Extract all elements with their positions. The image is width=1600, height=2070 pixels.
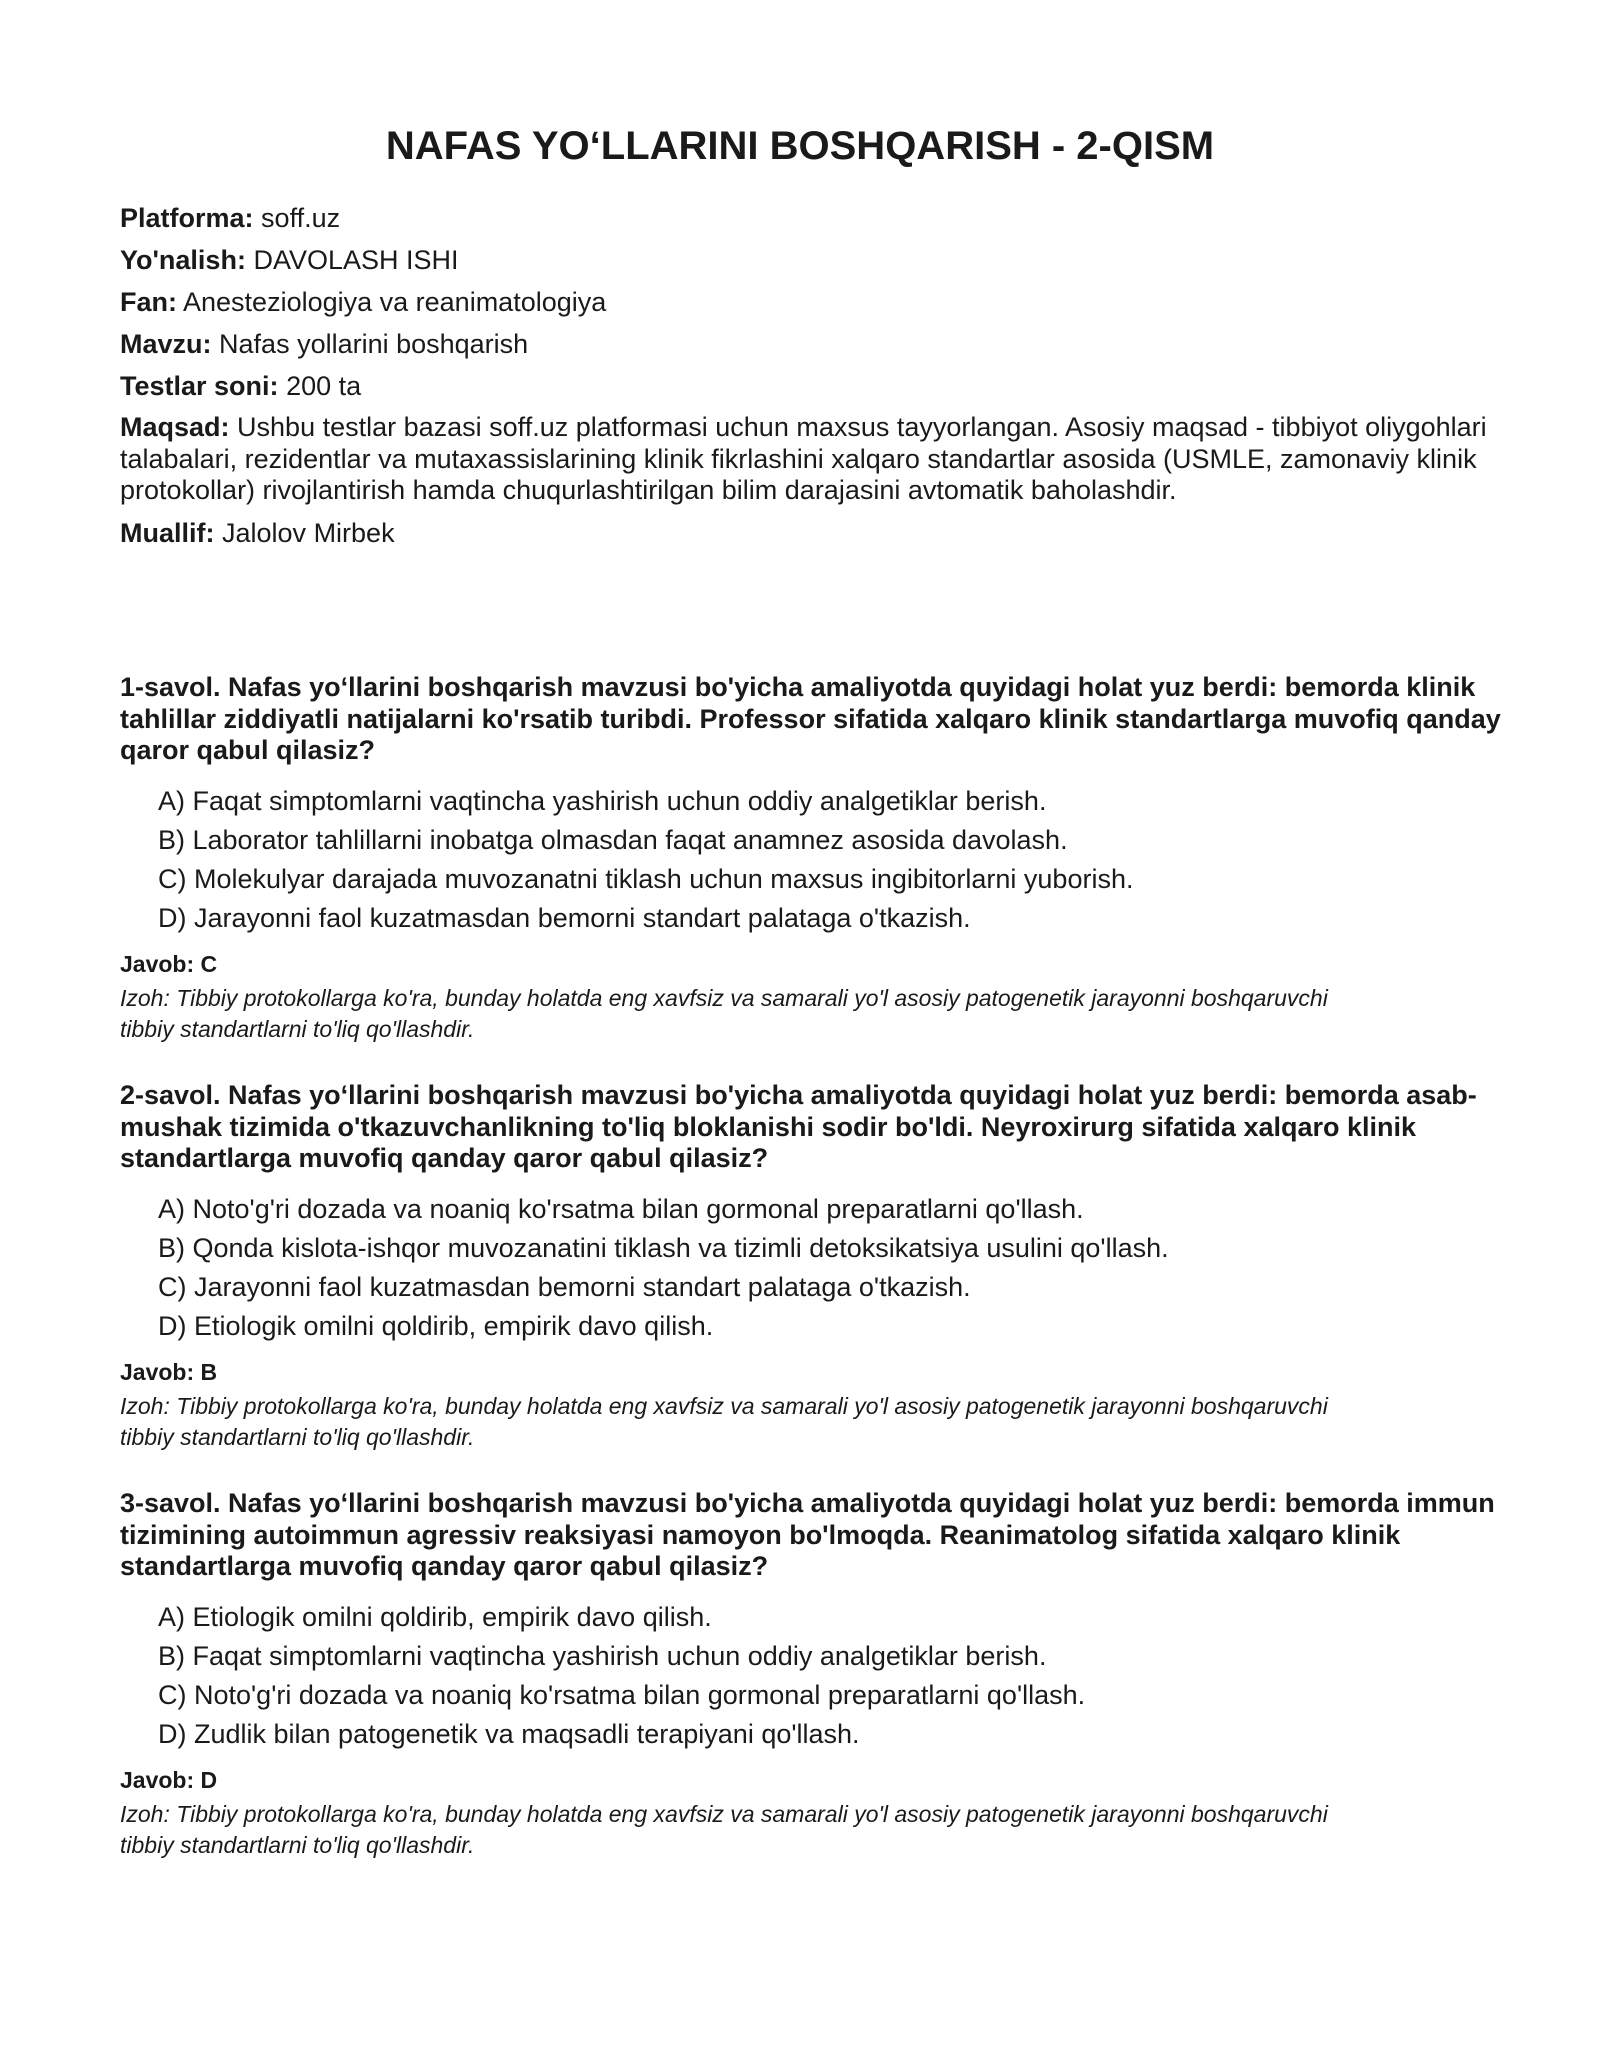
platform-line [120,202,1490,234]
tests-count-line [120,370,1490,402]
question-block [120,1080,1520,1488]
topic-label: Mavzu: [120,329,212,359]
goal-value: Ushbu testlar bazasi soff.uz platformasi uchun maxsus tayyorlangan. Asosiy maqsad - tibbiyot oliygohlari talabalari, rezidentlar va mutaxassislarining klinik fikrlashini xalqaro standartlar asosida (USMLE, zamonaviy klinik protokollar) rivojlantirish hamda chuqurlashtirilgan bilim darajasini avtomatik baholashdir. [120,412,1487,505]
option-b: B) Laborator tahlillarni inobatga olmasdan faqat anamnez asosida davolash. [158,824,1068,855]
explanation-note: Izoh: Tibbiy protokollarga ko'ra, bunday holatda eng xavfsiz va samarali yo'l asosiy patogenetik jarayonni boshqaruvchi tibbiy standartlarni to'liq qo'llashdir. [120,1800,1328,1858]
tests-count-label: Testlar soni: [120,371,279,401]
goal-label: Maqsad: [120,412,230,442]
author-line [120,517,1490,549]
direction-label: Yo'nalish: [120,245,246,275]
option-a: A) Etiologik omilni qoldirib, empirik davo qilish. [158,1601,712,1632]
direction-line [120,244,1490,276]
option-a: A) Faqat simptomlarni vaqtincha yashirish uchun oddiy analgetiklar berish. [158,785,1047,816]
answer-key: Javob: D [120,1766,218,1793]
question-block [120,1488,1520,1896]
document-title: NAFAS YO‘LLARINI BOSHQARISH - 2-QISM [385,124,1215,168]
option-b: B) Faqat simptomlarni vaqtincha yashirish uchun oddiy analgetiklar berish. [158,1640,1047,1671]
answer-options [120,1190,1520,1346]
question-text: 2-savol. Nafas yo‘llarini boshqarish mavzusi bo'yicha amaliyotda quyidagi holat yuz berdi: bemorda asab-mushak tizimida o'tkazuvchanlikning to'liq bloklanishi sodir bo'ldi. Neyroxirurg sifatida xalqaro klinik standartlarga muvofiq qanday qaror qabul qilasiz? [120,1080,1477,1173]
option-c: C) Noto'g'ri dozada va noaniq ko'rsatma bilan gormonal preparatlarni qo'llash. [158,1679,1086,1710]
option-d: D) Zudlik bilan patogenetik va maqsadli terapiyani qo'llash. [158,1718,860,1749]
answer-key: Javob: B [120,1358,218,1385]
goal-line [120,412,1490,507]
topic-line [120,328,1490,360]
subject-line [120,286,1490,318]
explanation-note: Izoh: Tibbiy protokollarga ko'ra, bunday holatda eng xavfsiz va samarali yo'l asosiy patogenetik jarayonni boshqaruvchi tibbiy standartlarni to'liq qo'llashdir. [120,1392,1328,1450]
option-d: D) Jarayonni faol kuzatmasdan bemorni standart palataga o'tkazish. [158,902,971,933]
direction-value: DAVOLASH ISHI [253,245,459,275]
answer-options [120,782,1520,938]
platform-value: soff.uz [261,203,341,233]
option-b: B) Qonda kislota-ishqor muvozanatini tiklash va tizimli detoksikatsiya usulini qo'llash. [158,1232,1169,1263]
author-label: Muallif: [120,517,215,548]
option-c: C) Molekulyar darajada muvozanatni tiklash uchun maxsus ingibitorlarni yuborish. [158,863,1134,894]
answer-options [120,1598,1520,1754]
platform-label: Platforma: [120,203,254,233]
question-text: 1-savol. Nafas yo‘llarini boshqarish mavzusi bo'yicha amaliyotda quyidagi holat yuz berdi: bemorda klinik tahlillar ziddiyatli natijalarni ko'rsatib turibdi. Professor sifatida xalqaro klinik standartlarga muvofiq qanday qaror qabul qilasiz? [120,672,1501,765]
question-block [120,672,1520,1080]
option-d: D) Etiologik omilni qoldirib, empirik davo qilish. [158,1310,714,1341]
option-a: A) Noto'g'ri dozada va noaniq ko'rsatma bilan gormonal preparatlarni qo'llash. [158,1193,1084,1224]
explanation-note: Izoh: Tibbiy protokollarga ko'ra, bunday holatda eng xavfsiz va samarali yo'l asosiy patogenetik jarayonni boshqaruvchi tibbiy standartlarni to'liq qo'llashdir. [120,984,1328,1042]
subject-label: Fan: [120,287,177,317]
question-text: 3-savol. Nafas yo‘llarini boshqarish mavzusi bo'yicha amaliyotda quyidagi holat yuz berdi: bemorda immun tizimining autoimmun agressiv reaksiyasi namoyon bo'lmoqda. Reanimatolog sifatida xalqaro klinik standartlarga muvofiq qanday qaror qabul qilasiz? [120,1488,1495,1581]
answer-key: Javob: C [120,950,218,977]
questions-list [120,672,1520,1896]
tests-count-value: 200 ta [286,371,362,401]
document-metadata [120,202,1490,559]
subject-value: Anesteziologiya va reanimatologiya [183,287,607,317]
author-value: Jalolov Mirbek [222,517,395,548]
topic-value: Nafas yollarini boshqarish [219,329,529,359]
option-c: C) Jarayonni faol kuzatmasdan bemorni standart palataga o'tkazish. [158,1271,971,1302]
